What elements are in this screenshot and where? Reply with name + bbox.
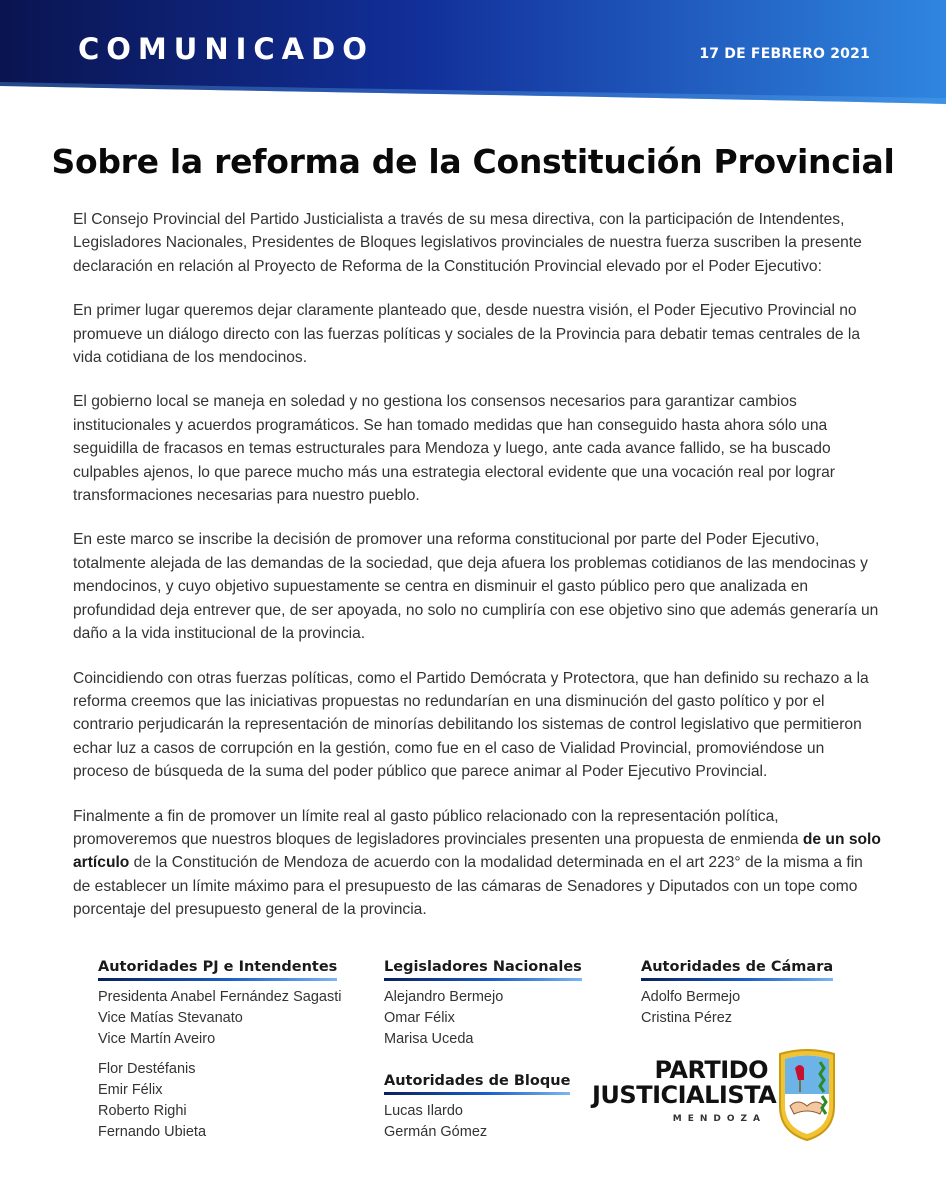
signature-name: Adolfo Bermejo — [641, 989, 741, 1005]
paragraph-bold-text: de un solo artículo — [73, 830, 881, 872]
signature-column-pj — [98, 958, 341, 1143]
signature-heading: Autoridades PJ e Intendentes — [98, 959, 338, 975]
heading-rule — [384, 978, 582, 981]
signature-name: Fernando Ubieta — [98, 1124, 207, 1141]
document-title: Sobre la reforma de la Constitución Provincial — [51, 142, 895, 181]
paragraph: El gobierno local se maneja en soledad y no gestiona los consensos necesarios para garantizar cambios institucionales y acuerdos programáticos. Se han tomado medidas que han conseguido hasta ahora sólo una seguidilla de fracasos en temas estructurales para Mendoza y luego, ante cada avance fallido, se ha buscado culpables ajenos, lo que parece mucho más una estrategia electoral evidente que una vocación real por lograr transformaciones necesarias para nuestro pueblo. — [73, 393, 835, 505]
header-date: 17 DE FEBRERO 2021 — [699, 46, 870, 62]
logo-line-1: PARTIDO — [654, 1056, 768, 1084]
signature-name: Vice Martín Aveiro — [98, 1031, 216, 1048]
heading-rule — [384, 1092, 570, 1095]
signature-column-bloque — [384, 1072, 570, 1143]
heading-rule — [641, 978, 833, 981]
signature-name: Presidenta Anabel Fernández Sagasti — [98, 989, 342, 1005]
heading-rule — [98, 978, 337, 981]
paragraph: El Consejo Provincial del Partido Justicialista a través de su mesa directiva, con la participación de Intendentes, Legisladores Nacionales, Presidentes de Bloques legislativos provinciales de nuestra fuerza suscriben la presente declaración en relación al Proyecto de Reforma de la Constitución Provincial elevado por el Poder Ejecutivo: — [73, 211, 862, 275]
paragraph-final — [73, 805, 883, 922]
paragraph: En primer lugar queremos dejar claramente planteado que, desde nuestra visión, el Poder Ejecutivo Provincial no promueve un diálogo directo con las fuerzas políticas y sociales de la Provincia para debatir temas centrales de la vida cotidiana de los mendocinos. — [73, 302, 861, 367]
paragraph: Coincidiendo con otras fuerzas políticas, como el Partido Demócrata y Protectora, que han definido su rechazo a la reforma creemos que las iniciativas propuestas no redundarían en una disminución del gasto político y por el contrario perjudicarán la representación de minorías debilitando los sistemas de control legislativo que permitieron echar luz a casos de corrupción en la gestión, como fue en el caso de Vialidad Provincial, promoviéndose un proceso de búsqueda de la suma del poder público que parece animar al Poder Ejecutivo Provincial. — [73, 669, 869, 781]
pj-logo — [592, 1046, 842, 1146]
signature-name: Vice Matías Stevanato — [98, 1010, 243, 1027]
signature-heading: Autoridades de Bloque — [384, 1073, 571, 1089]
signature-name: Emir Félix — [98, 1081, 163, 1098]
logo-line-3: MENDOZA — [672, 1114, 766, 1124]
header-banner — [0, 0, 946, 104]
signature-name: Lucas Ilardo — [384, 1103, 463, 1119]
paragraph-text: de la Constitución de Mendoza de acuerdo con la modalidad determinada en el art 223° de la misma a fin de establecer un límite máximo para el presupuesto de las cámaras de Senadores y Diputados con un tope como porcentaje del presupuesto general de la provincia. — [73, 854, 863, 919]
pj-shield-icon — [776, 1048, 838, 1142]
signature-heading: Autoridades de Cámara — [641, 959, 834, 975]
paragraph-text: Finalmente a fin de promover un límite real al gasto público relacionado con la representación política, promoveremos que nuestros bloques de legisladores provinciales presenten una propuesta de enmienda — [73, 807, 803, 848]
signature-name: Omar Félix — [384, 1010, 455, 1027]
signature-name: Cristina Pérez — [641, 1010, 733, 1027]
signature-name: Germán Gómez — [384, 1124, 488, 1141]
logo-line-2: JUSTICIALISTA — [592, 1081, 777, 1109]
signature-column-camara — [641, 958, 833, 1029]
signature-heading: Legisladores Nacionales — [384, 959, 582, 975]
signature-column-nacionales — [384, 958, 582, 1051]
signature-name: Alejandro Bermejo — [384, 989, 504, 1005]
signature-name: Marisa Uceda — [384, 1031, 474, 1048]
document-body — [73, 208, 883, 943]
logo-wordmark — [592, 1056, 777, 1124]
header-title: COMUNICADO — [78, 32, 374, 66]
signature-name: Flor Destéfanis — [98, 1060, 196, 1077]
signature-name: Roberto Righi — [98, 1103, 187, 1120]
paragraph: En este marco se inscribe la decisión de promover una reforma constitucional por parte del Poder Ejecutivo, totalmente alejada de las demandas de la sociedad, que deja afuera los problemas cotidianos de las mendocinas y mendocinos, y cuyo objetivo supuestamente se centra en disminuir el gasto público pero que analizada en profundidad deja entrever que, de ser apoyada, no solo no cumpliría con ese objetivo sino que además generaría un daño a la vida institucional de la provincia. — [73, 531, 879, 643]
